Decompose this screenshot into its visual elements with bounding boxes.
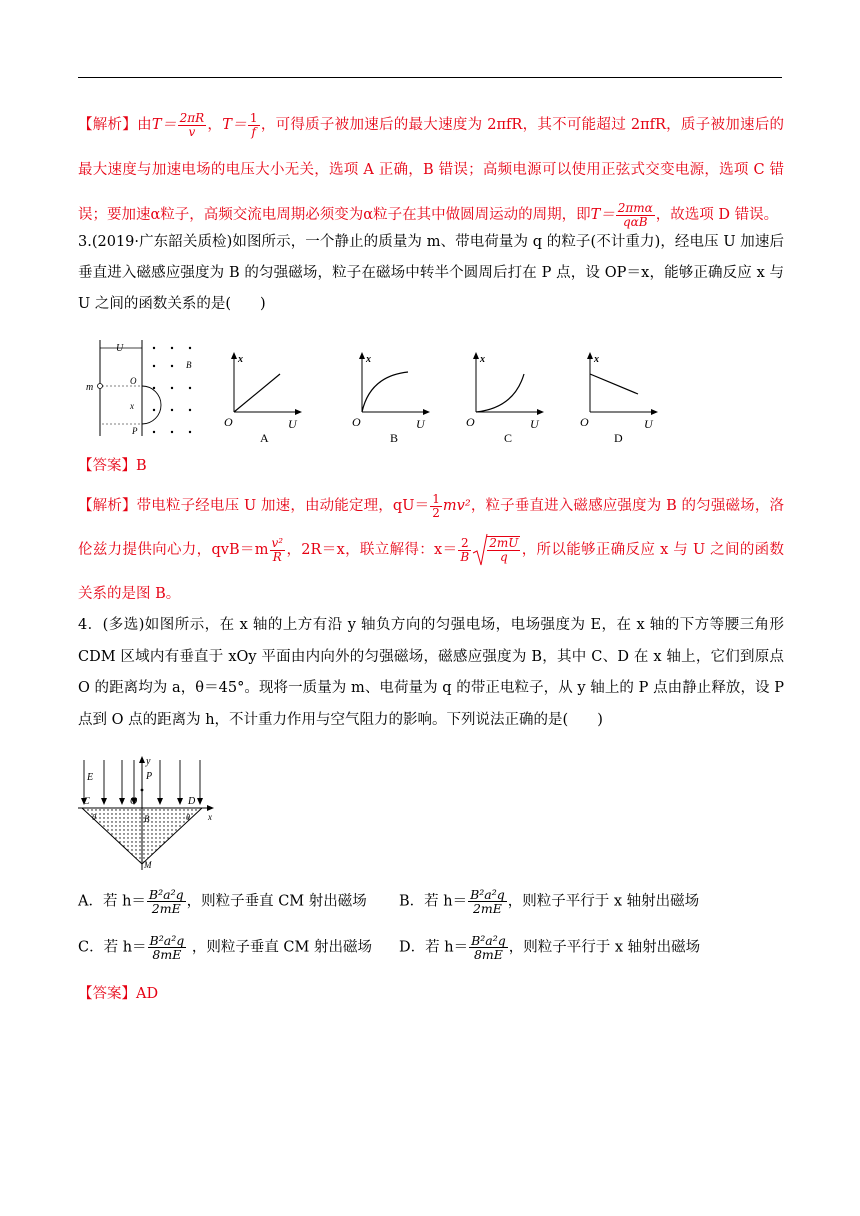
half-circle-path — [142, 386, 161, 424]
label-m: m — [86, 382, 94, 393]
q3-graph-B — [348, 350, 438, 446]
svg-text:U: U — [288, 417, 297, 431]
svg-text:U: U — [530, 417, 539, 431]
point-P — [141, 789, 144, 792]
curve-linear — [234, 374, 280, 412]
svg-text:O: O — [224, 415, 233, 429]
label-x: x — [130, 401, 134, 411]
fraction-1-over-f: $\frac{1}{f}$ — [249, 110, 258, 139]
q3-graph-D — [576, 350, 666, 446]
question-4-stem: 4．(多选)如图所示，在 x 轴的上方有沿 y 轴负方向的匀强电场，电场强度为 E，在 x 轴的下方等腰三角形 CDM 区域内有垂直于 xOy 平面由内向外的匀强磁场，磁感应强度为 B，其中 C、D 在 x 轴上，它们到原点 O 的距离均为 a，θ＝45°。现将一质量为 m、电荷量为 q 的带正电粒子，从 y 轴上的 P 点由静止释放，设 P 点到 O 点的距离为 h，不计重力作用与空气阻力的影响。下列说法正确的是( ) — [78, 617, 784, 728]
curve-sqrt — [362, 372, 408, 412]
q4-option-A[interactable]: A．若 h＝ $\frac{\text{B²a²q}}{2mE}$ ，则粒子垂直 CM 射出磁场 — [78, 887, 367, 917]
fraction-v2-over-R: $\frac{\text{v²}}{R}$ — [271, 535, 284, 564]
svg-text:U: U — [644, 417, 653, 431]
particle — [98, 384, 103, 389]
curve-decreasing — [590, 374, 638, 394]
curve-quadratic — [476, 374, 524, 412]
svg-text:x: x — [238, 354, 243, 365]
q3-analysis: 【解析】带电粒子经电压 U 加速，由动能定理，qU＝ $\frac{1}{2}$ mv²，粒子垂直进入磁感应强度为 B 的匀强磁场，洛伦兹力提供向心力，qvB＝m $\frac{\text{v²}}{R}$ ，2R＝x，联立解得：x＝ $\frac{2}{B}$ $\frac{2mU}{q}$ ，所以能够正确反应 x 与 U 之间的函数关系的是图 B。 — [78, 491, 785, 602]
q3-graph-A — [220, 350, 310, 446]
svg-text:x: x — [208, 812, 212, 822]
svg-text:O: O — [466, 415, 475, 429]
q4-answer: 【答案】AD — [78, 986, 159, 1002]
label-O: O — [130, 376, 137, 386]
svg-text:M: M — [144, 860, 152, 870]
graph-label-B: B — [390, 431, 399, 445]
q4-option-D[interactable]: D．若 h＝ $\frac{\text{B²a²q}}{8mE}$ ，则粒子平行于 x 轴射出磁场 — [399, 933, 701, 963]
svg-text:y: y — [146, 756, 151, 767]
q3-graph-C — [462, 350, 552, 446]
svg-text:D: D — [188, 796, 196, 807]
fraction-one-half: $\frac{1}{2}$ — [432, 491, 440, 520]
svg-text:O: O — [580, 415, 589, 429]
svg-text:B: B — [144, 814, 150, 824]
analysis-paragraph-1: 【解析】由T＝ $\frac{2\pi R}{v}$ ，T＝ $\frac{1}{f}$ ，可得质子被加速后的最大速度为 2πfR，其不可能超过 2πfR，质子被加速后的最大速度与加速电场的电压大小无关，选项 A 正确，B 错误；高频电源可以使用正弦式交变电源，选项 C 错误；要加速α粒子，高频交流电周期必须变为α粒子在其中做圆周运动的周期，即T＝ $\frac{\text{2πmα}}{\text{qαB}}$ ，故选项 D 错误。 — [78, 110, 785, 229]
q4-option-C[interactable]: C．若 h＝ $\frac{\text{B²a²q}}{8mE}$ ，则粒子垂直 CM 射出磁场 — [78, 933, 372, 963]
label-P: P — [132, 426, 138, 436]
fraction-2-over-B: $\frac{2}{B}$ — [460, 535, 470, 564]
svg-text:O: O — [352, 415, 361, 429]
svg-text:x: x — [366, 354, 371, 365]
header-rule — [78, 77, 782, 78]
svg-text:x: x — [594, 354, 599, 365]
fraction-period-alpha: $\frac{\text{2πmα}}{\text{qαB}}$ — [617, 200, 653, 229]
graph-label-D: D — [614, 431, 623, 445]
q4-option-B[interactable]: B．若 h＝ $\frac{\text{B²a²q}}{2mE}$ ，则粒子平行于 x 轴射出磁场 — [399, 887, 700, 917]
question-3-stem: 3.(2019·广东韶关质检)如图所示，一个静止的质量为 m、带电荷量为 q 的粒子(不计重力)，经电压 U 加速后垂直进入磁感应强度为 B 的匀强磁场，粒子在磁场中转半个圆周后打在 P 点，设 OP＝x，能够正确反应 x 与 U 之间的函数关系的是( ) — [78, 234, 784, 312]
label-B: B — [186, 360, 192, 370]
graph-label-C: C — [504, 431, 513, 445]
graph-label-A: A — [260, 431, 269, 445]
svg-text:θ: θ — [92, 813, 96, 822]
svg-text:O: O — [130, 796, 138, 807]
fraction-2piR-over-v: $\frac{2\pi R}{v}$ — [179, 110, 205, 139]
q4-setup-figure — [74, 752, 224, 872]
svg-text:E: E — [87, 772, 94, 783]
svg-text:x: x — [480, 354, 485, 365]
svg-text:θ: θ — [186, 813, 190, 822]
svg-text:U: U — [416, 417, 425, 431]
q3-answer: 【答案】B — [78, 458, 147, 474]
q3-setup-figure — [82, 338, 202, 438]
svg-text:P: P — [146, 771, 153, 782]
analysis-tag: 【解析】 — [78, 117, 138, 133]
label-U: U — [116, 343, 124, 354]
svg-text:C: C — [83, 796, 90, 807]
sqrt-2mU-over-q: $\frac{2mU}{q}$ — [472, 528, 521, 572]
